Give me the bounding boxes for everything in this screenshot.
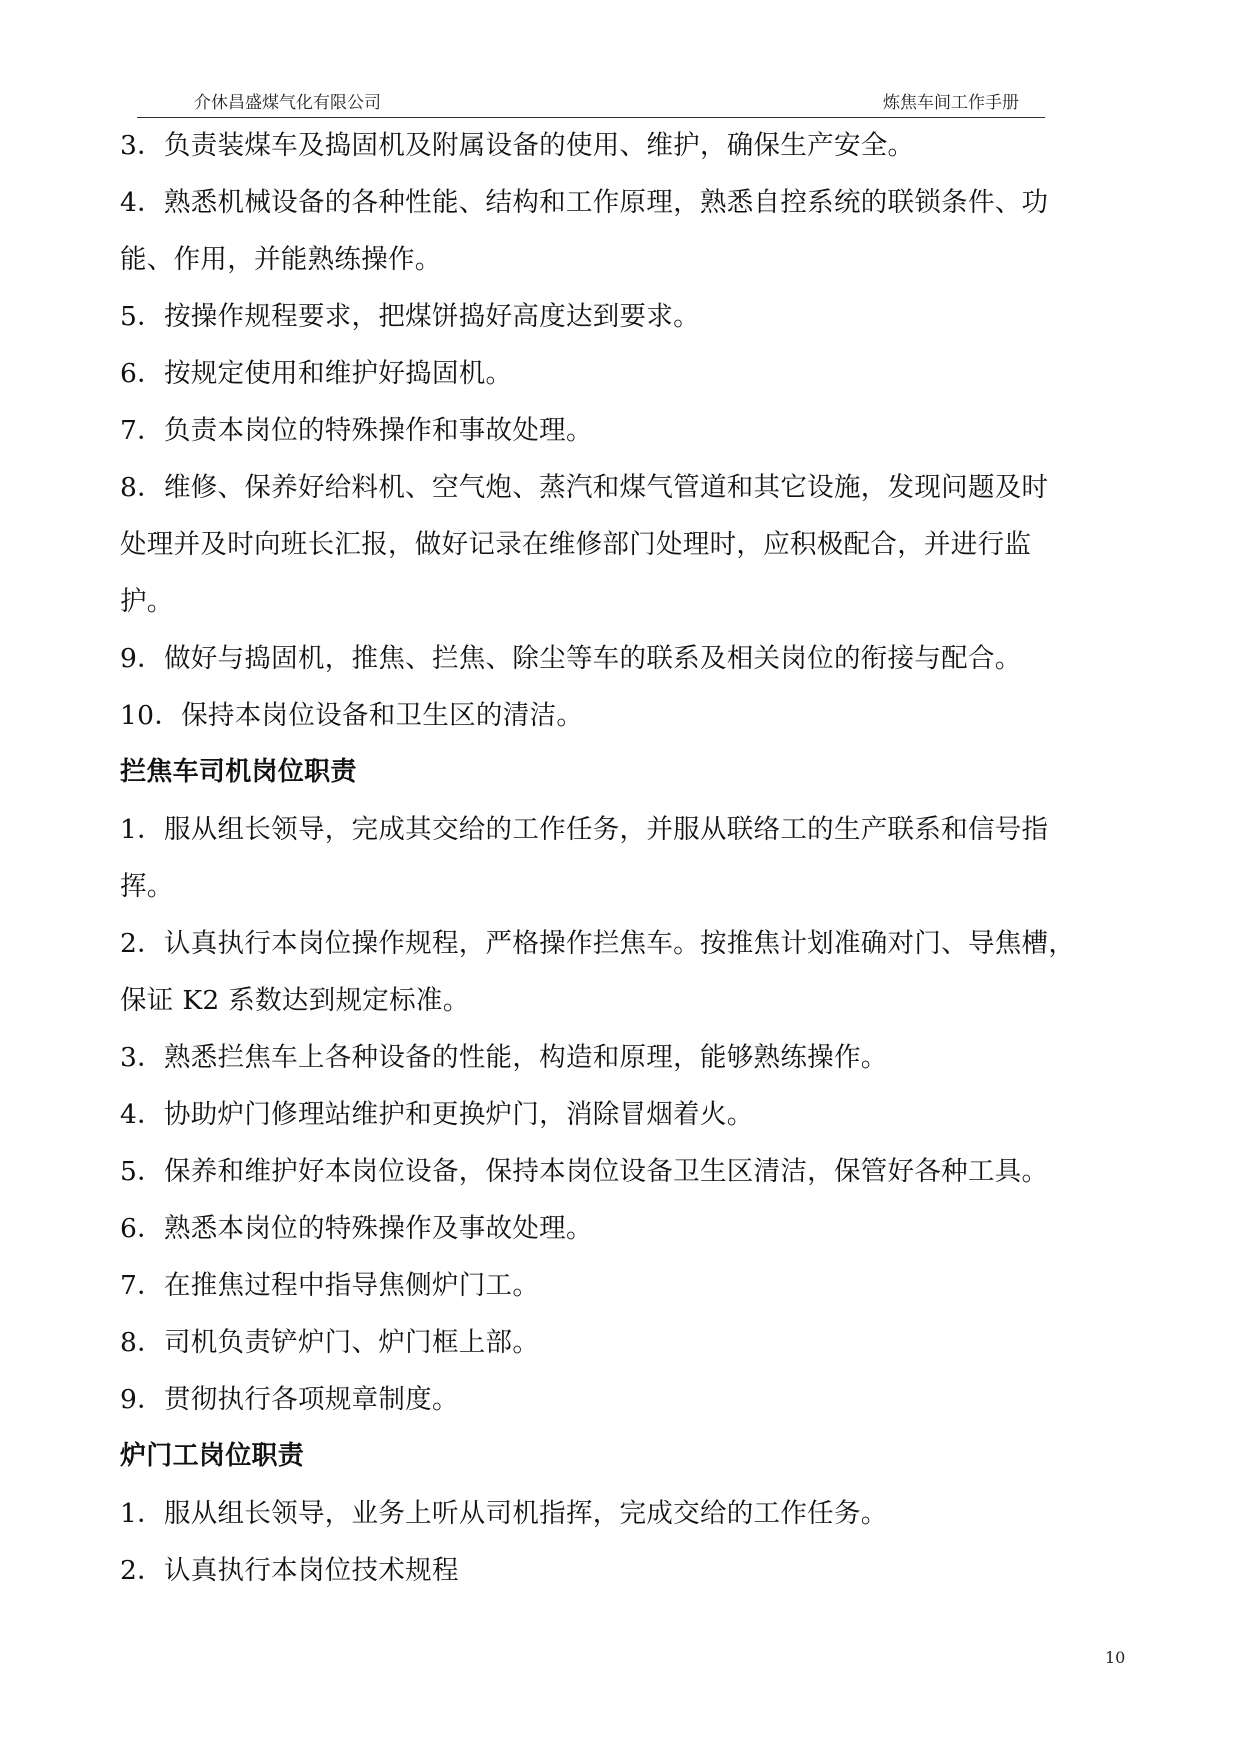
list-item: 7．负责本岗位的特殊操作和事故处理。 bbox=[120, 415, 593, 446]
list-item: 9．贯彻执行各项规章制度。 bbox=[120, 1384, 459, 1415]
list-item: 4．协助炉门修理站维护和更换炉门，消除冒烟着火。 bbox=[120, 1099, 754, 1130]
list-item: 9．做好与捣固机，推焦、拦焦、除尘等车的联系及相关岗位的衔接与配合。 bbox=[120, 643, 1022, 674]
list-item: 保证 K2 系数达到规定标准。 bbox=[120, 985, 470, 1016]
list-item: 8．司机负责铲炉门、炉门框上部。 bbox=[120, 1327, 540, 1358]
list-item: 护。 bbox=[120, 586, 174, 617]
section-heading: 拦焦车司机岗位职责 bbox=[120, 757, 357, 787]
list-item: 5．保养和维护好本岗位设备，保持本岗位设备卫生区清洁，保管好各种工具。 bbox=[120, 1156, 1049, 1187]
list-item: 2．认真执行本岗位技术规程 bbox=[120, 1555, 459, 1586]
list-item: 挥。 bbox=[120, 871, 174, 902]
list-item: 4．熟悉机械设备的各种性能、结构和工作原理，熟悉自控系统的联锁条件、功 bbox=[120, 187, 1049, 218]
list-item: 1．服从组长领导，完成其交给的工作任务，并服从联络工的生产联系和信号指 bbox=[120, 814, 1049, 845]
section-heading: 炉门工岗位职责 bbox=[120, 1441, 305, 1471]
list-item: 6．熟悉本岗位的特殊操作及事故处理。 bbox=[120, 1213, 593, 1244]
list-item: 1．服从组长领导，业务上听从司机指挥，完成交给的工作任务。 bbox=[120, 1498, 888, 1529]
page-header bbox=[0, 0, 1241, 120]
document-body bbox=[120, 117, 1130, 1599]
list-item: 2．认真执行本岗位操作规程，严格操作拦焦车。按推焦计划准确对门、导焦槽， bbox=[120, 928, 1076, 959]
list-item: 7．在推焦过程中指导焦侧炉门工。 bbox=[120, 1270, 540, 1301]
list-item: 8．维修、保养好给料机、空气炮、蒸汽和煤气管道和其它设施，发现问题及时 bbox=[120, 472, 1049, 503]
header-company: 介休昌盛煤气化有限公司 bbox=[194, 93, 381, 113]
list-item: 处理并及时向班长汇报，做好记录在维修部门处理时，应积极配合，并进行监 bbox=[120, 529, 1032, 560]
page-number: 10 bbox=[1105, 1648, 1126, 1667]
list-item: 能、作用，并能熟练操作。 bbox=[120, 244, 442, 275]
list-item: 10．保持本岗位设备和卫生区的清洁。 bbox=[120, 700, 584, 731]
list-item: 3．负责装煤车及捣固机及附属设备的使用、维护，确保生产安全。 bbox=[120, 130, 915, 161]
list-item: 3．熟悉拦焦车上各种设备的性能，构造和原理，能够熟练操作。 bbox=[120, 1042, 888, 1073]
header-manual-title: 炼焦车间工作手册 bbox=[883, 93, 1019, 113]
list-item: 5．按操作规程要求，把煤饼捣好高度达到要求。 bbox=[120, 301, 700, 332]
list-item: 6．按规定使用和维护好捣固机。 bbox=[120, 358, 513, 389]
